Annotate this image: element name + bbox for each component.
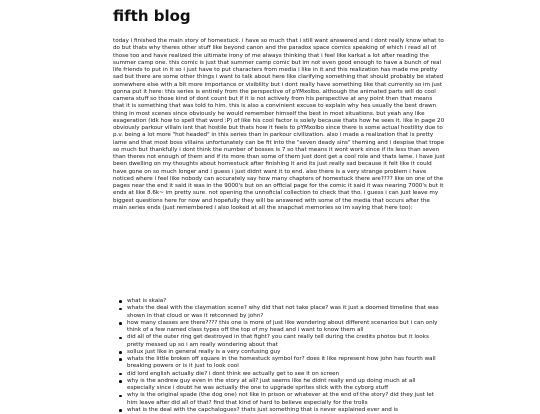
list-item: whats the deal with the claymation scene? why did that not take place? was it just a doomed timeline that was shown in that cloud or was it retconned by john? xyxy=(127,305,443,320)
post-body: today i finished the main story of homestuck. i have so much that i still want answered and i dont really know what to do but thats why theres other stuff like beyond canon and the paradox space comics speaking of which i read all of those too and have realized the ultimate irony of me always thinking that i feel like karkat a lot after reading the summer camp one. this comic is just that summer camp comic but im not even good enough to have a bunch of real life friends to put in it so i just have to put characters from media i like in it and this realization has made me pretty sad but there are some other things i want to talk about here like clarifying something that should probably be stated somewhere else with a bit more importance or visibility but i dont really have something like that currently so im just gonna put it here: this series is entirely from the perspective of pYMxolbo. although the animated parts will do cool camera stuff so those kind of dont count but if it is not actively from his perspective at any point then that means that it is something that was told to him. this is also a convinient excuse to explain why hes usually the best drawn thing in most scenes since obviously he would remember himself the best in most situations. but yeah any like exageration (idk how to spell that word :P) of like his cool factor is solely because thats how he sees it. like in page 20 obviously parkour villain isnt that hostile but thats how it feels to pYMxolbo since there is some actual hostility due to p.v. being a lot more "hot headed" in this series than in parkour civilization. also i made a realization that is pretty lame and that most boss villains unfortunately can be fit into the "seven deady sins" theming and i despise that trope so much but thankfully i dont think the number of bosses is 7 so that means it wont work since if its less than seven than theres not enough of them and if its more than some of them just dont get a cool role and thats lame. i have just been dwelling on my thoughts about homestuck after finishing it and its just really sad because it felt like it could have gone on so much longer and i guess i just didnt want it to end. also there is a very strange problem i have noticed where i feel like nobody can accurately say how many chapters of homestuck there are???? like on one of the pages near the end it said it was in the 9000's but on an official page for the comic it said it was nearing 7000's but it ends at like 8.6k~ im pretty sure. not opening the unnoficial collection to check that tho. i guess i can just leave my biggest questions here for now and hopefully they will be answered with some of the media that occurs after the main series ends (just remembered i also looked at all the snapchat memories so im saying that here too): xyxy=(113,38,445,211)
list-item: how many classes are there???? this one is more of just like wondering about different scenarios but i can only think of a few named class types off the top of my head and i want to know them all xyxy=(127,320,443,335)
list-item: why is the original spade (the dog one) not like in prison or whatever at the end of the story? did they just let him leave after did all of that? find that kind of hard to believe especially for the trolls xyxy=(127,392,443,407)
list-item: why is the andrew guy even in the story at all? just seems like he didnt really end up doing much at all especially since i doubt he was actually the one to upgrade sprites slick with the cyborg stuff xyxy=(127,378,443,393)
list-item: did lord english actually die? i dont think we actually get to see it on screen xyxy=(127,371,443,378)
list-item: whats the little broken off square in the homestuck symbol for? does it like represent how john has fourth wall breaking powers or is it just to look cool xyxy=(127,356,443,371)
question-list xyxy=(113,298,443,414)
blog-title: fifth blog xyxy=(113,7,191,25)
list-item: what is skaia? xyxy=(127,298,443,305)
list-item: what is the deal with the capchalogues? thats just something that is never explained ever and is xyxy=(127,407,443,414)
list-item: sollux just like in general really is a very confusing guy xyxy=(127,349,443,356)
list-item: did all of the outer ring get destroyed in that fight? you cant really tell during the credits photos but it looks pretty messed up so i am really wondering about that xyxy=(127,334,443,349)
